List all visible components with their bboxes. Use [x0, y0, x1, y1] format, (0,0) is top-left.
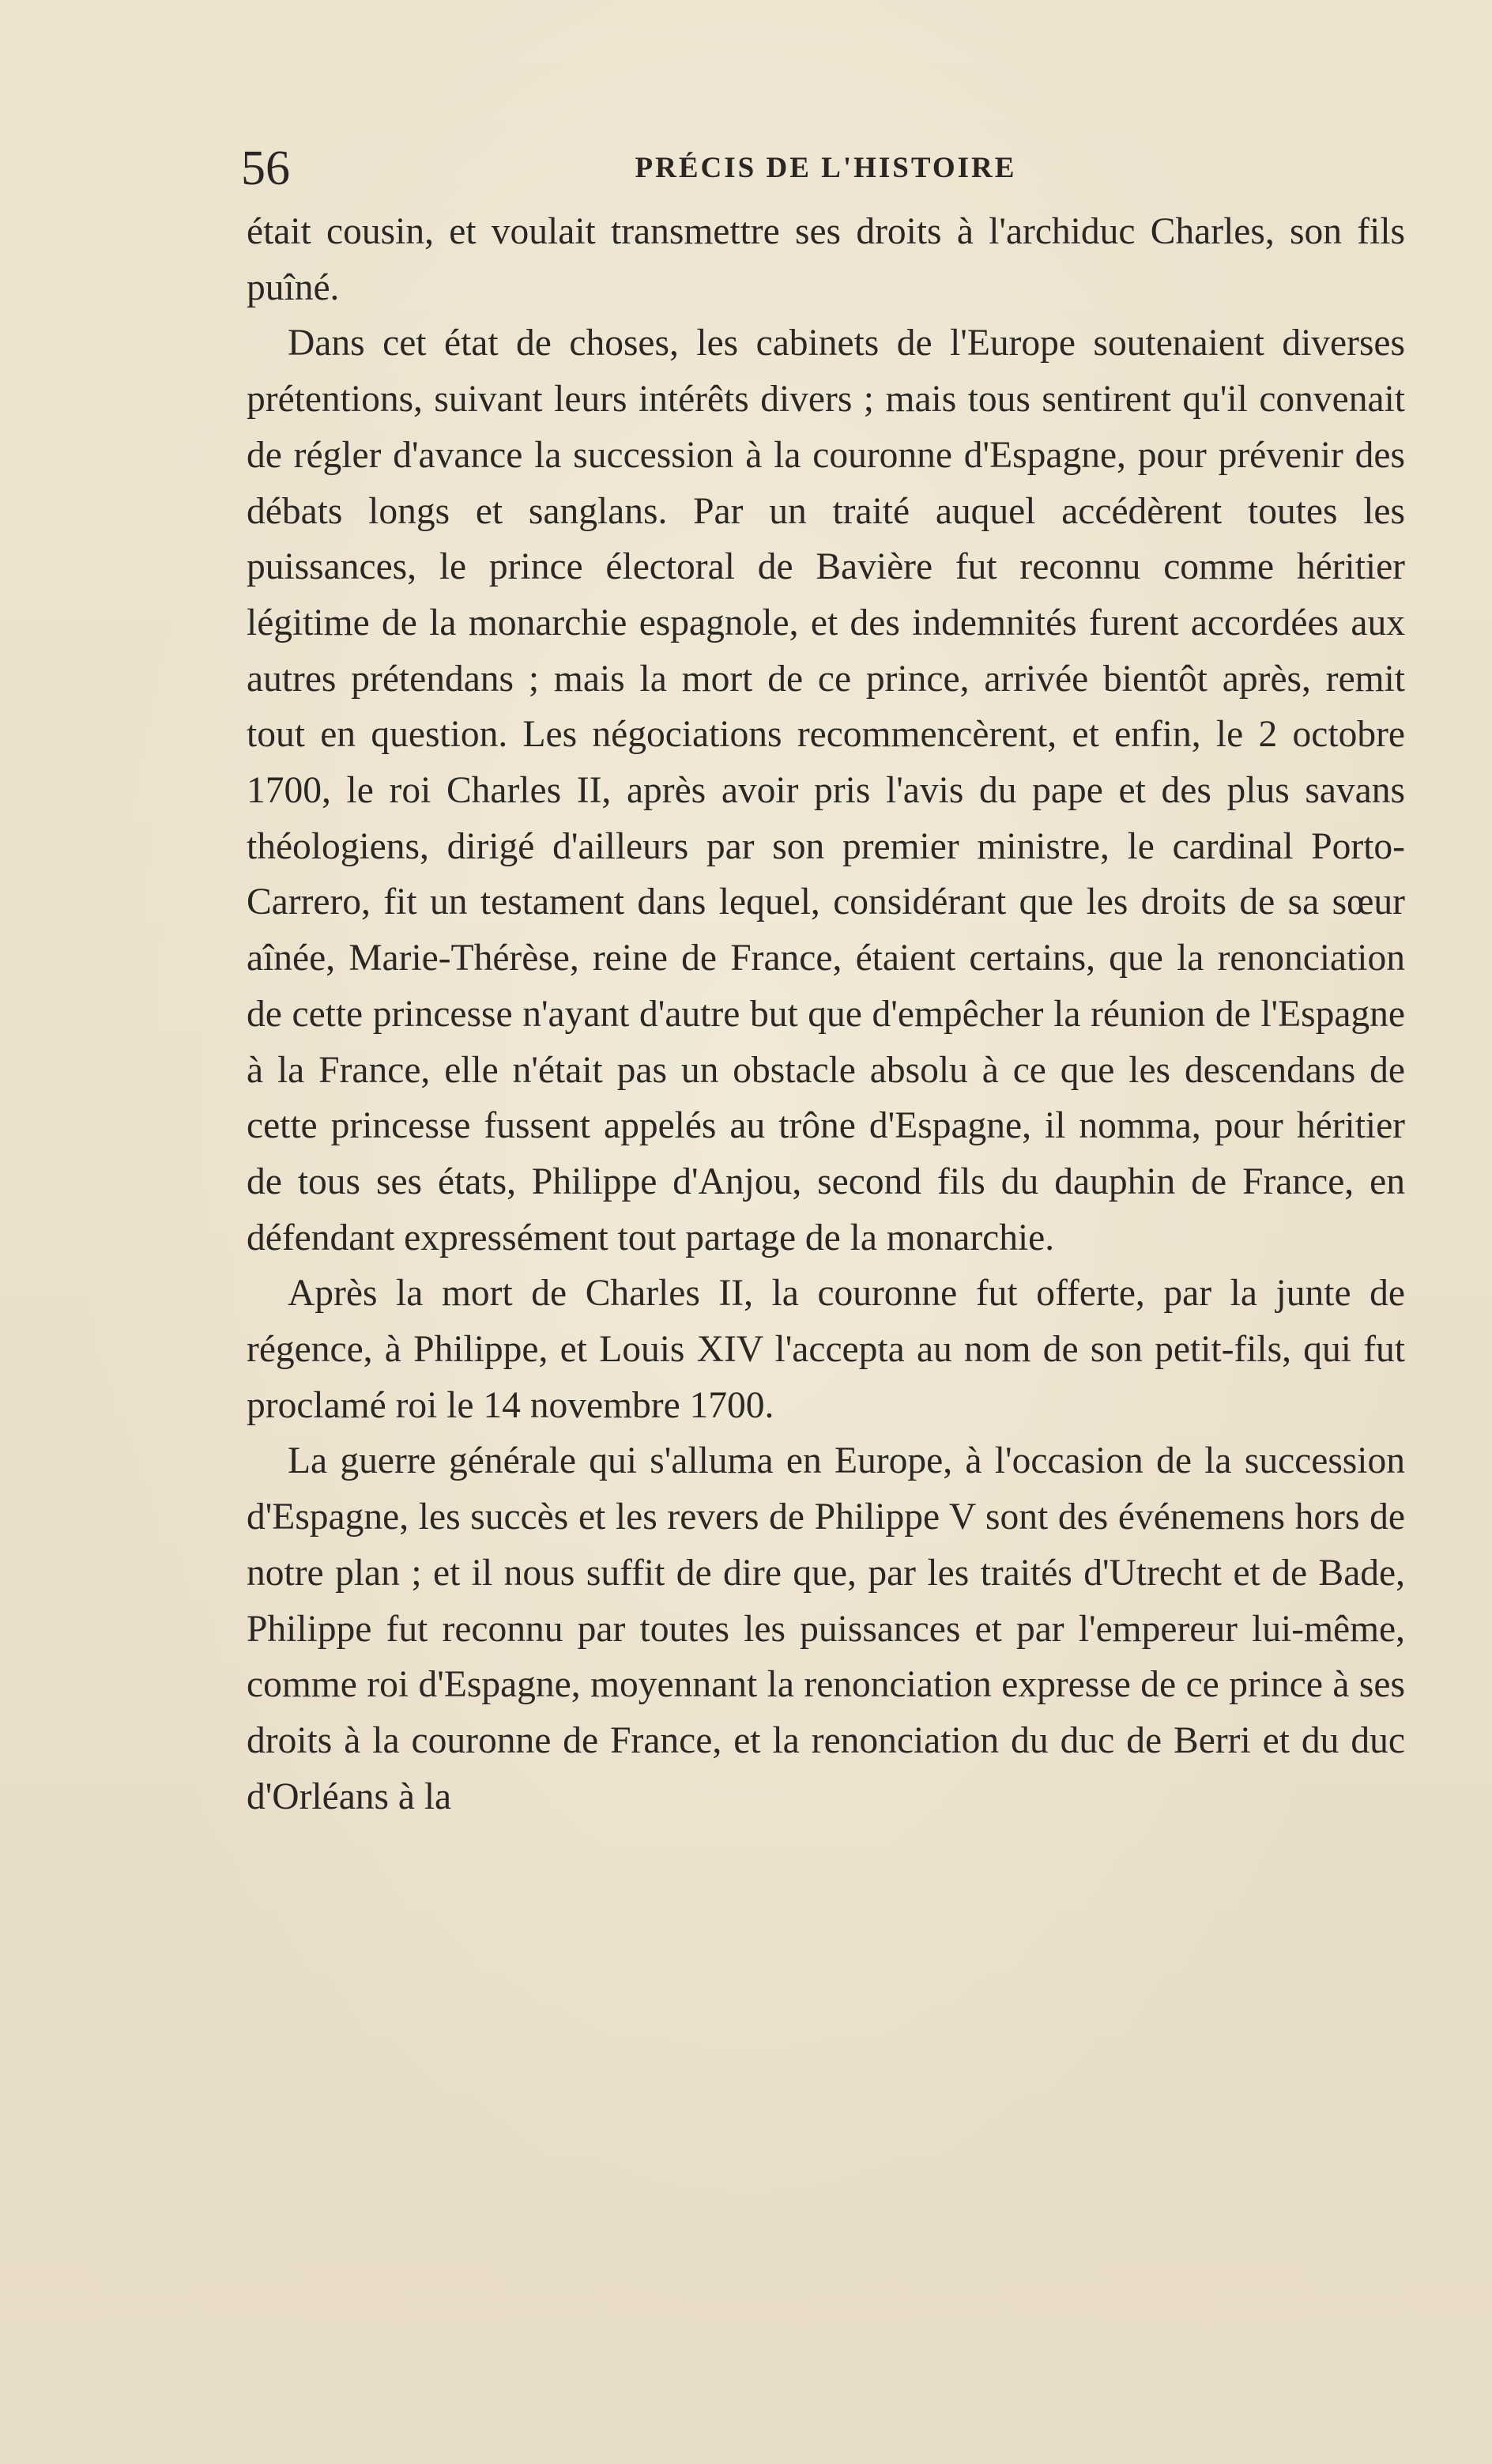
page-header: [241, 133, 1411, 204]
paragraph-succession-treaty: Dans cet état de choses, les cabinets de l'Europe soutenaient diverses prétentions, suivant leurs intérêts divers ; mais tous sentirent qu'il convenait de régler d'avance la succession à la couronne d'Espagne, pour prévenir des débats longs et sanglans. Par un traité auquel accédèrent toutes les puissances, le prince électoral de Bavière fut reconnu comme héritier légitime de la monarchie espagnole, et des indemnités furent accordées aux autres prétendans ; mais la mort de ce prince, arrivée bientôt après, remit tout en question. Les négociations recommencèrent, et enfin, le 2 octobre 1700, le roi Charles II, après avoir pris l'avis du pape et des plus savans théologiens, dirigé d'ailleurs par son premier ministre, le cardinal Porto-Carrero, fit un testament dans lequel, considérant que les droits de sa sœur aînée, Marie-Thérèse, reine de France, étaient certains, que la renonciation de cette princesse n'ayant d'autre but que d'empêcher la réunion de l'Espagne à la France, elle n'était pas un obstacle absolu à ce que les descendans de cette princesse fussent appelés au trône d'Espagne, il nomma, pour héritier de tous ses états, Philippe d'Anjou, second fils du dauphin de France, en défendant expressément tout partage de la monarchie.: [247, 323, 1405, 1258]
paragraph-crown-offered: Après la mort de Charles II, la couronne fut offerte, par la junte de régence, à Philippe, et Louis XIV l'accepta au nom de son petit-fils, qui fut proclamé roi le 14 novembre 1700.: [247, 1273, 1405, 1426]
page-number: 56: [241, 142, 290, 195]
body-text: [247, 204, 1405, 1824]
running-title: PRÉCIS DE L'HISTOIRE: [635, 152, 1017, 184]
paragraph-general-war: La guerre générale qui s'alluma en Europe, à l'occasion de la succession d'Espagne, les succès et les revers de Philippe V sont des événemens hors de notre plan ; et il nous suffit de dire que, par les traités d'Utrecht et de Bade, Philippe fut reconnu par toutes les puissances et par l'empereur lui-même, comme roi d'Espagne, moyennant la renonciation expresse de ce prince à ses droits à la couronne de France, et la renonciation du duc de Berri et du duc d'Orléans à la: [247, 1440, 1405, 1817]
paragraph-continuation: était cousin, et voulait transmettre ses droits à l'archiduc Charles, son fils puîné.: [247, 211, 1405, 308]
